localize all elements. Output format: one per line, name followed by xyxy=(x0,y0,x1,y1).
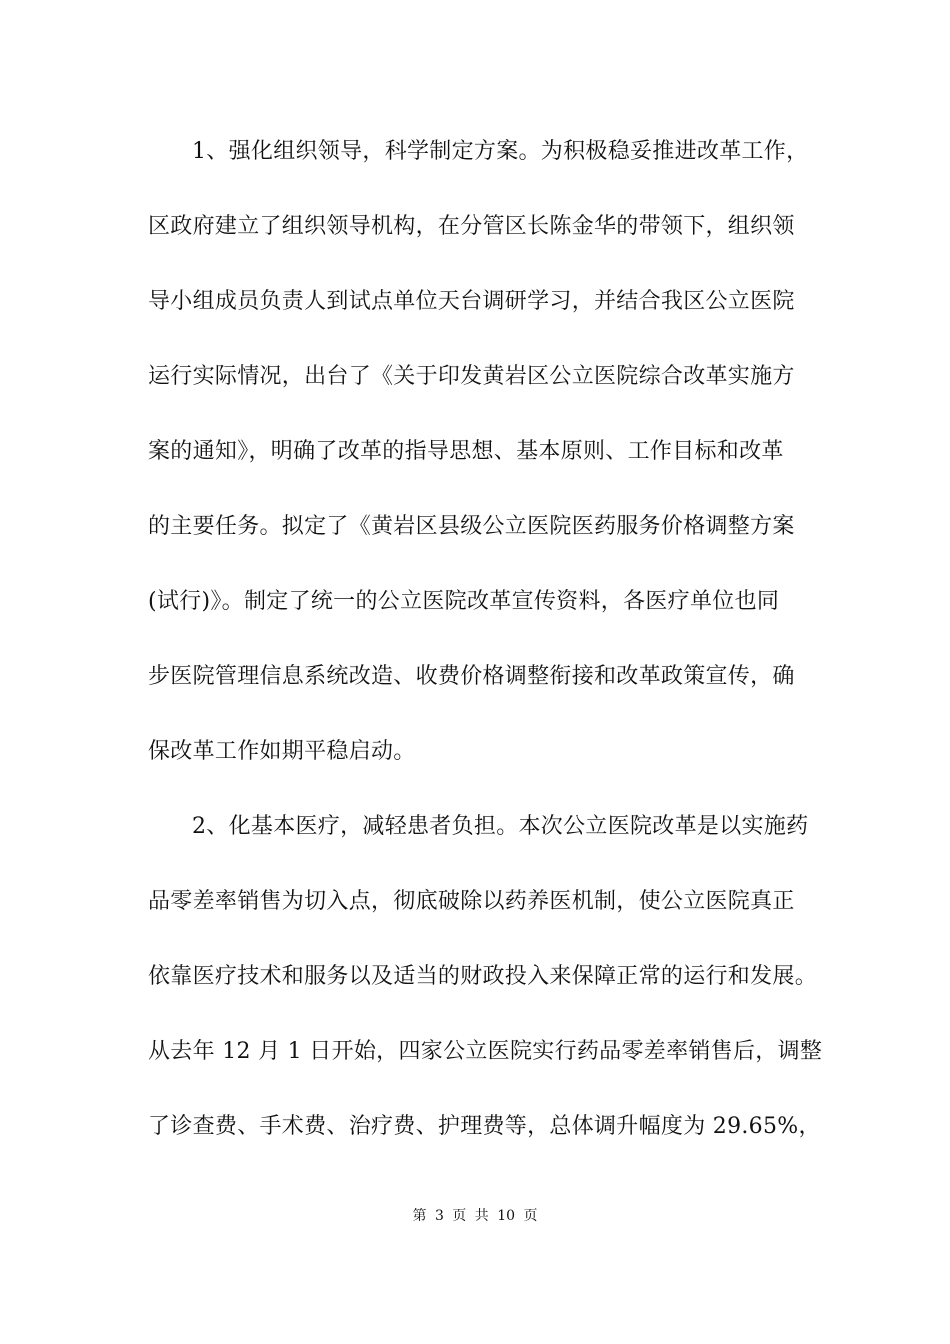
text-line: 依靠医疗技术和服务以及适当的财政投入来保障正常的运行和发展。 xyxy=(148,964,818,989)
text-line: 品零差率销售为切入点，彻底破除以药养医机制，使公立医院真正 xyxy=(148,889,795,914)
page-number-footer: 第 3 页 共 10 页 xyxy=(412,1208,538,1224)
text-line: 导小组成员负责人到试点单位天台调研学习，并结合我区公立医院 xyxy=(148,289,795,314)
text-line: 运行实际情况，出台了《关于印发黄岩区公立医院综合改革实施方 xyxy=(148,364,795,389)
text-line: 的主要任务。拟定了《黄岩区县级公立医院医药服务价格调整方案 xyxy=(148,514,795,539)
text-line: 区政府建立了组织领导机构，在分管区长陈金华的带领下，组织领 xyxy=(148,214,795,239)
text-line: 案的通知》，明确了改革的指导思想、基本原则、工作目标和改革 xyxy=(148,439,784,464)
text-line: 从去年 12 月 1 日开始，四家公立医院实行药品零差率销售后，调整 xyxy=(148,1039,823,1064)
text-line: 了诊查费、手术费、治疗费、护理费等，总体调升幅度为 29.65%， xyxy=(148,1114,821,1139)
text-line: 步医院管理信息系统改造、收费价格调整衔接和改革政策宣传，确 xyxy=(148,664,795,689)
text-line: (试行)》。制定了统一的公立医院改革宣传资料，各医疗单位也同 xyxy=(148,589,780,614)
text-line: 2、化基本医疗，减轻患者负担。本次公立医院改革是以实施药 xyxy=(192,814,809,839)
text-line: 保改革工作如期平稳启动。 xyxy=(148,739,416,764)
text-line: 1、强化组织领导，科学制定方案。为积极稳妥推进改革工作， xyxy=(192,139,809,164)
